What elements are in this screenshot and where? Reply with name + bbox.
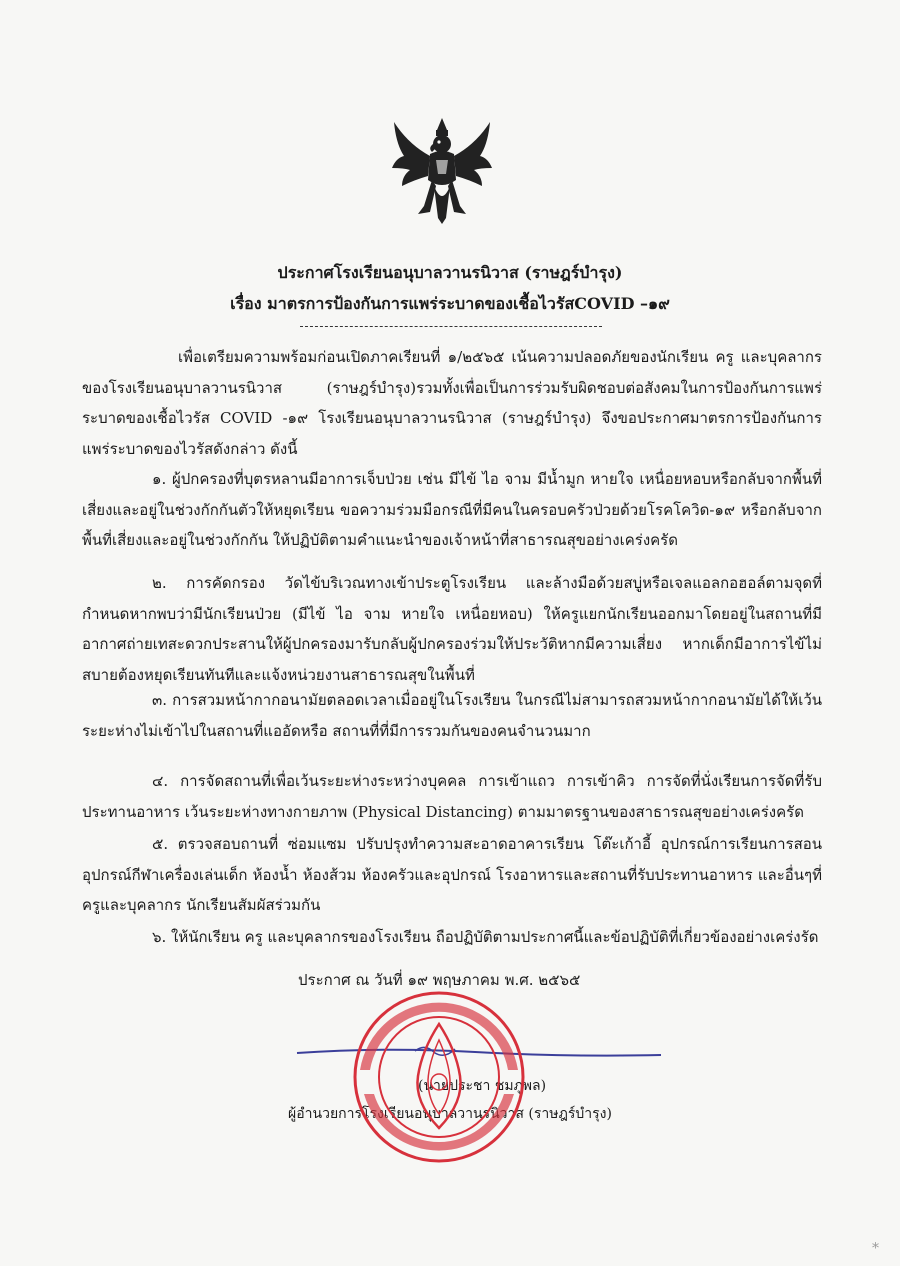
signer-name: (นายประชา ชมภูพล) <box>418 1078 547 1094</box>
intro-text: เพื่อเตรียมความพร้อมก่อนเปิดภาคเรียนที่ ๑/๒๕๖๕ เน้นความปลอดภัยของนักเรียน ครู และบุคลากรของโรงเรียนอนุบาลวานรนิวาส (ราษฎร์บำรุง)รวมทั้งเพื่อเป็นการร่วมรับผิดชอบต่อสังคมในการป้องกันการแพร่ระบาดของเชื้อไวรัส COVID -๑๙ โรงเรียนอนุบาลวานรนิวาส (ราษฎร์บำรุง) จึงขอประกาศมาตรการป้องกันการแพร่ระบาดของไวรัสดังกล่าว ดังนี้ <box>82 348 822 458</box>
announcement-date: ประกาศ ณ วันที่ ๑๙ พฤษภาคม พ.ศ. ๒๕๖๕ <box>298 971 581 989</box>
scan-corner-mark: ⁎ <box>872 1236 879 1252</box>
garuda-emblem-icon <box>384 114 500 230</box>
list-item <box>82 922 822 953</box>
item-text: ๕. ตรวจสอบถานที่ ซ่อมแซม ปรับปรุงทำความสะอาดอาคารเรียน โต๊ะเก้าอี้ อุปกรณ์การเรียนการสอน อุปกรณ์กีฬาเครื่องเล่นเด็ก ห้องน้ำ ห้องส้วม ห้องครัวและอุปกรณ์ โรงอาหารและสถานที่รับประทานอาหาร และอื่นๆที่ครูและบุคลากร นักเรียนสัมผัสร่วมกัน <box>82 835 822 914</box>
school-seal-stamp <box>352 990 526 1164</box>
list-item <box>82 685 822 746</box>
item-text: ๑. ผู้ปกครองที่บุตรหลานมีอาการเจ็บป่วย เช่น มีไข้ ไอ จาม มีน้ำมูก หายใจ เหนื่อยหอบหรือกลับจากพื้นที่เสี่ยงและอยู่ในช่วงกักกันตัวให้หยุดเรียน ขอความร่วมมือกรณีที่มีคนในครอบครัวป่วยด้วยโรคโควิด-๑๙ หรือกลับจากพื้นที่เสี่ยงและอยู่ในช่วงกักกัน ให้ปฏิบัติตามคำแนะนำของเจ้าหน้าที่สาธารณสุขอย่างเคร่งครัด <box>82 470 822 549</box>
item-text: ๓. การสวมหน้ากากอนามัยตลอดเวลาเมื่ออยู่ในโรงเรียน ในกรณีไม่สามารถสวมหน้ากากอนามัยได้ให้เว้นระยะห่างไม่เข้าไปในสถานที่แออัดหรือ สถานที่ที่มีการรวมกันของคนจำนวนมาก <box>82 691 822 740</box>
item-text: ๒. การคัดกรอง วัดไข้บริเวณทางเข้าประตูโรงเรียน และล้างมือด้วยสบู่หรือเจลแอลกอฮอล์ตามจุดที่กำหนดหากพบว่ามีนักเรียนป่วย (มีไข้ ไอ จาม หายใจ เหนื่อยหอบ) ให้ครูแยกนักเรียนออกมาโดยอยู่ในสถานที่มีอากาศถ่ายเทสะดวกประสานให้ผู้ปกครองมารับกลับผู้ปกครองร่วมให้ประวัติหากมีความเสี่ยง หากเด็กมีอาการไข้ไม่สบายต้องหยุดเรียนทันทีและแจ้งหน่วยงานสาธารณสุขในพื้นที่ <box>82 574 822 684</box>
list-item <box>82 829 822 921</box>
intro-paragraph <box>82 342 822 464</box>
item-text: ๖. ให้นักเรียน ครู และบุคลากรของโรงเรียน ถือปฏิบัติตามประกาศนี้และข้อปฏิบัติที่เกี่ยวข้องอย่างเคร่งรัด <box>152 928 819 946</box>
list-item <box>82 464 822 556</box>
list-item <box>82 766 822 827</box>
list-item <box>82 568 822 690</box>
title-separator <box>300 326 602 327</box>
item-text: ๔. การจัดสถานที่เพื่อเว้นระยะห่างระหว่างบุคคล การเข้าแถว การเข้าคิว การจัดที่นั่งเรียนการจัดที่รับประทานอาหาร เว้นระยะห่างทางกายภาพ (Physical Distancing) ตามมาตรฐานของสาธารณสุขอย่างเคร่งครัด <box>82 772 822 821</box>
announcement-title: ประกาศโรงเรียนอนุบาลวานรนิวาส (ราษฎร์บำรุง) <box>277 263 623 282</box>
signer-position: ผู้อำนวยการโรงเรียนอนุบาลวานรนิวาส (ราษฎร์บำรุง) <box>288 1106 612 1122</box>
announcement-subject: เรื่อง มาตรการป้องกันการแพร่ระบาดของเชื้อไวรัสCOVID –๑๙ <box>230 294 670 313</box>
